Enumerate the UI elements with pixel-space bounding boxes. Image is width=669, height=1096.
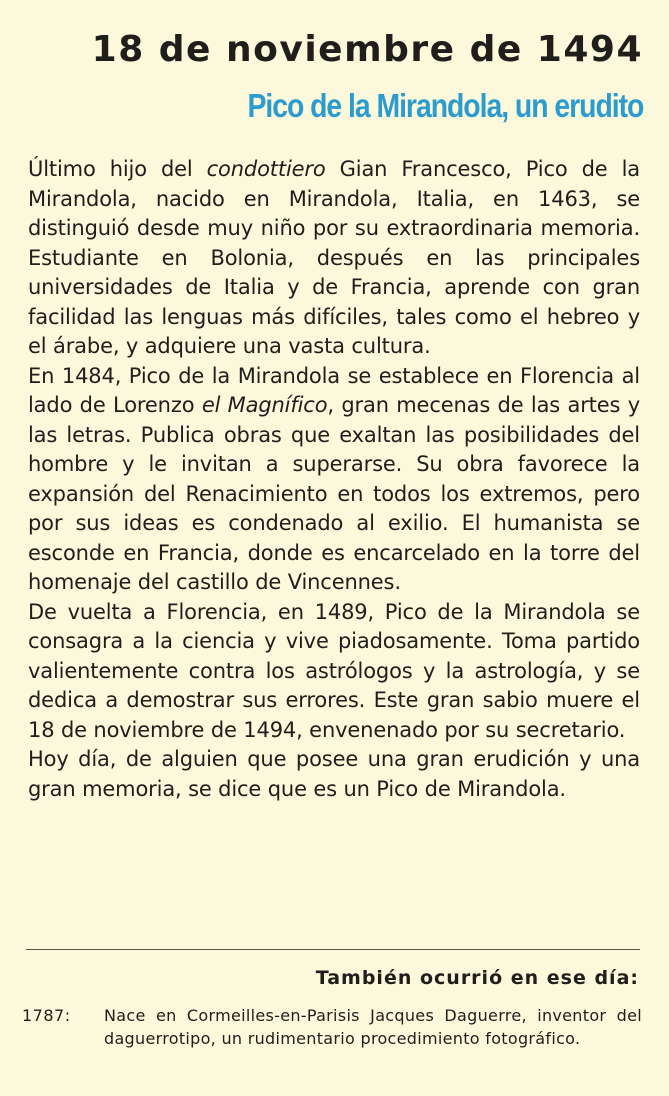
article-body xyxy=(28,155,640,804)
page-title: 18 de noviembre de 1494 xyxy=(91,29,643,70)
page-subtitle: Pico de la Mirandola, un erudito xyxy=(247,87,643,124)
paragraph-3: De vuelta a Florencia, en 1489, Pico de la Mirandola se consagra a la ciencia y vive piadosamente. Toma partido valientemente contra los astrólogos y la astrología, y se dedica a demostrar sus errores. Este gran sabio muere el 18 de noviembre de 1494, envenenado por su secretario. xyxy=(28,599,640,742)
italic-term: el Magnífico xyxy=(201,393,328,417)
paragraph-4: Hoy día, de alguien que posee una gran erudición y una gran memoria, se dice que es un Pico de Mirandola. xyxy=(28,747,640,801)
paragraph-1: Último hijo del condottiero Gian Francesco, Pico de la Mirandola, nacido en Mirandola, Italia, en 1463, se distinguió desde muy niño por su extraordinaria memoria. Estudiante en Bolonia, después en las principales universidades de Italia y de Francia, aprende con gran facilidad las lenguas más difíciles, tales como el hebreo y el árabe, y adquiere una vasta cultura. xyxy=(28,157,640,358)
section-divider xyxy=(26,949,640,950)
event-description: Nace en Cormeilles-en-Parisis Jacques Daguerre, inventor del daguerrotipo, un rudimentario procedimiento fotográfico. xyxy=(104,1006,642,1048)
paragraph-2: En 1484, Pico de la Mirandola se establece en Florencia al lado de Lorenzo el Magnífico, gran mecenas de las artes y las letras. Publica obras que exaltan las posibilidades del hombre y le invitan a superarse. Su obra favorece la expansión del Renacimiento en todos los extremos, pero por sus ideas es condenado al exilio. El humanista se esconde en Francia, donde es encarcelado en la torre del homenaje del castillo de Vincennes. xyxy=(28,363,640,594)
also-occurred-heading: También ocurrió en ese día: xyxy=(315,967,639,989)
event-year: 1787: xyxy=(22,1006,71,1025)
italic-term: condottiero xyxy=(206,157,326,181)
